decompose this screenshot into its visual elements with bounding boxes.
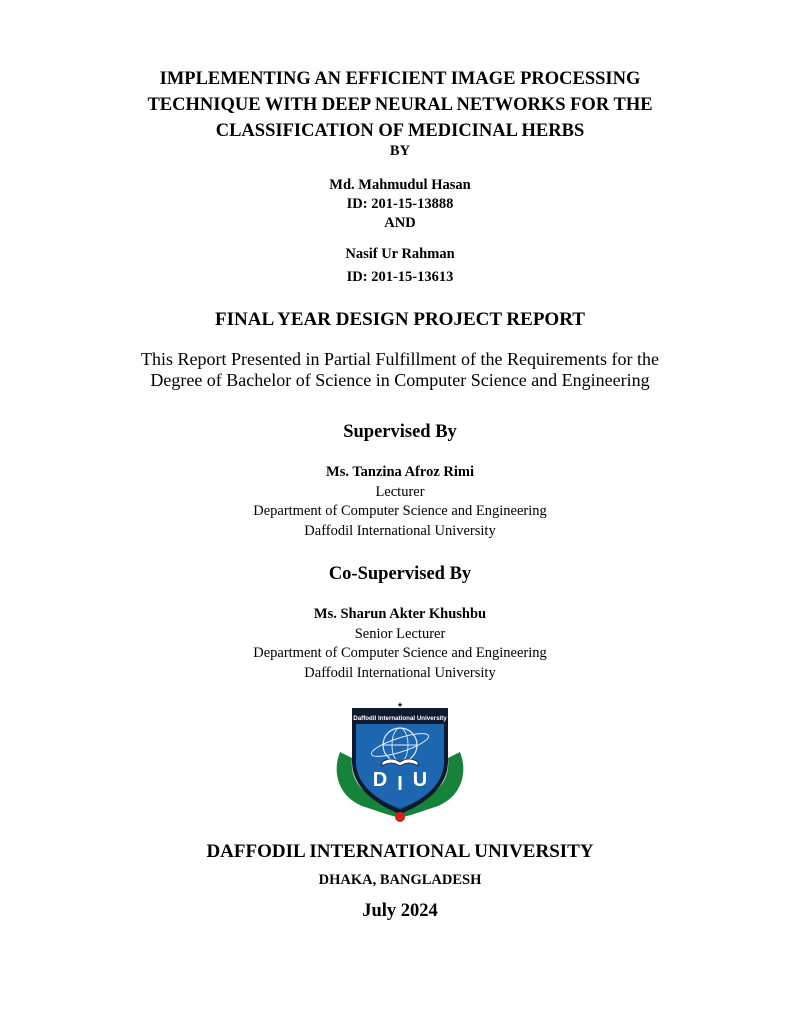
thesis-title	[0, 66, 800, 144]
co-supervisor-name: Ms. Sharun Akter Khushbu	[313, 606, 487, 622]
description-line-2: Degree of Bachelor of Science in Computer Science and Engineering	[150, 370, 650, 390]
report-description	[0, 349, 800, 391]
by-label: BY	[389, 143, 411, 159]
supervisor-heading: Supervised By	[343, 422, 457, 442]
co-supervisor-role: Senior Lecturer	[354, 626, 446, 642]
supervisor-name: Ms. Tanzina Afroz Rimi	[326, 464, 474, 480]
author-2-name: Nasif Ur Rahman	[345, 246, 455, 262]
author-1-id: ID: 201-15-13888	[346, 196, 454, 212]
co-supervisor-university: Daffodil International University	[304, 665, 496, 681]
submission-date: July 2024	[362, 901, 438, 921]
logo-star-icon: ★	[396, 701, 404, 709]
supervisor-university: Daffodil International University	[304, 523, 496, 539]
description-line-1: This Report Presented in Partial Fulfillment of the Requirements for the	[141, 349, 659, 369]
co-supervisor-department: Department of Computer Science and Engineering	[253, 645, 547, 661]
and-label: AND	[384, 215, 416, 231]
institution-location: DHAKA, BANGLADESH	[318, 872, 482, 888]
title-line-1: IMPLEMENTING AN EFFICIENT IMAGE PROCESSING	[159, 69, 641, 89]
report-type: FINAL YEAR DESIGN PROJECT REPORT	[215, 309, 585, 330]
logo-letter-u: U	[412, 769, 428, 791]
supervisor-role: Lecturer	[375, 484, 425, 500]
co-supervisor-heading: Co-Supervised By	[328, 564, 472, 584]
university-logo	[330, 700, 470, 825]
title-line-3: CLASSIFICATION OF MEDICINAL HERBS	[215, 121, 585, 141]
institution-name: DAFFODIL INTERNATIONAL UNIVERSITY	[206, 841, 594, 862]
title-line-2: TECHNIQUE WITH DEEP NEURAL NETWORKS FOR THE	[147, 95, 653, 115]
supervisor-department: Department of Computer Science and Engineering	[253, 503, 547, 519]
logo-banner-text: Daffodil International University	[353, 715, 447, 722]
author-1-name: Md. Mahmudul Hasan	[329, 177, 471, 193]
logo-red-seal	[395, 812, 405, 822]
logo-letter-i: I	[397, 773, 403, 795]
author-2-id: ID: 201-15-13613	[346, 269, 454, 285]
logo-letter-d: D	[372, 769, 388, 791]
